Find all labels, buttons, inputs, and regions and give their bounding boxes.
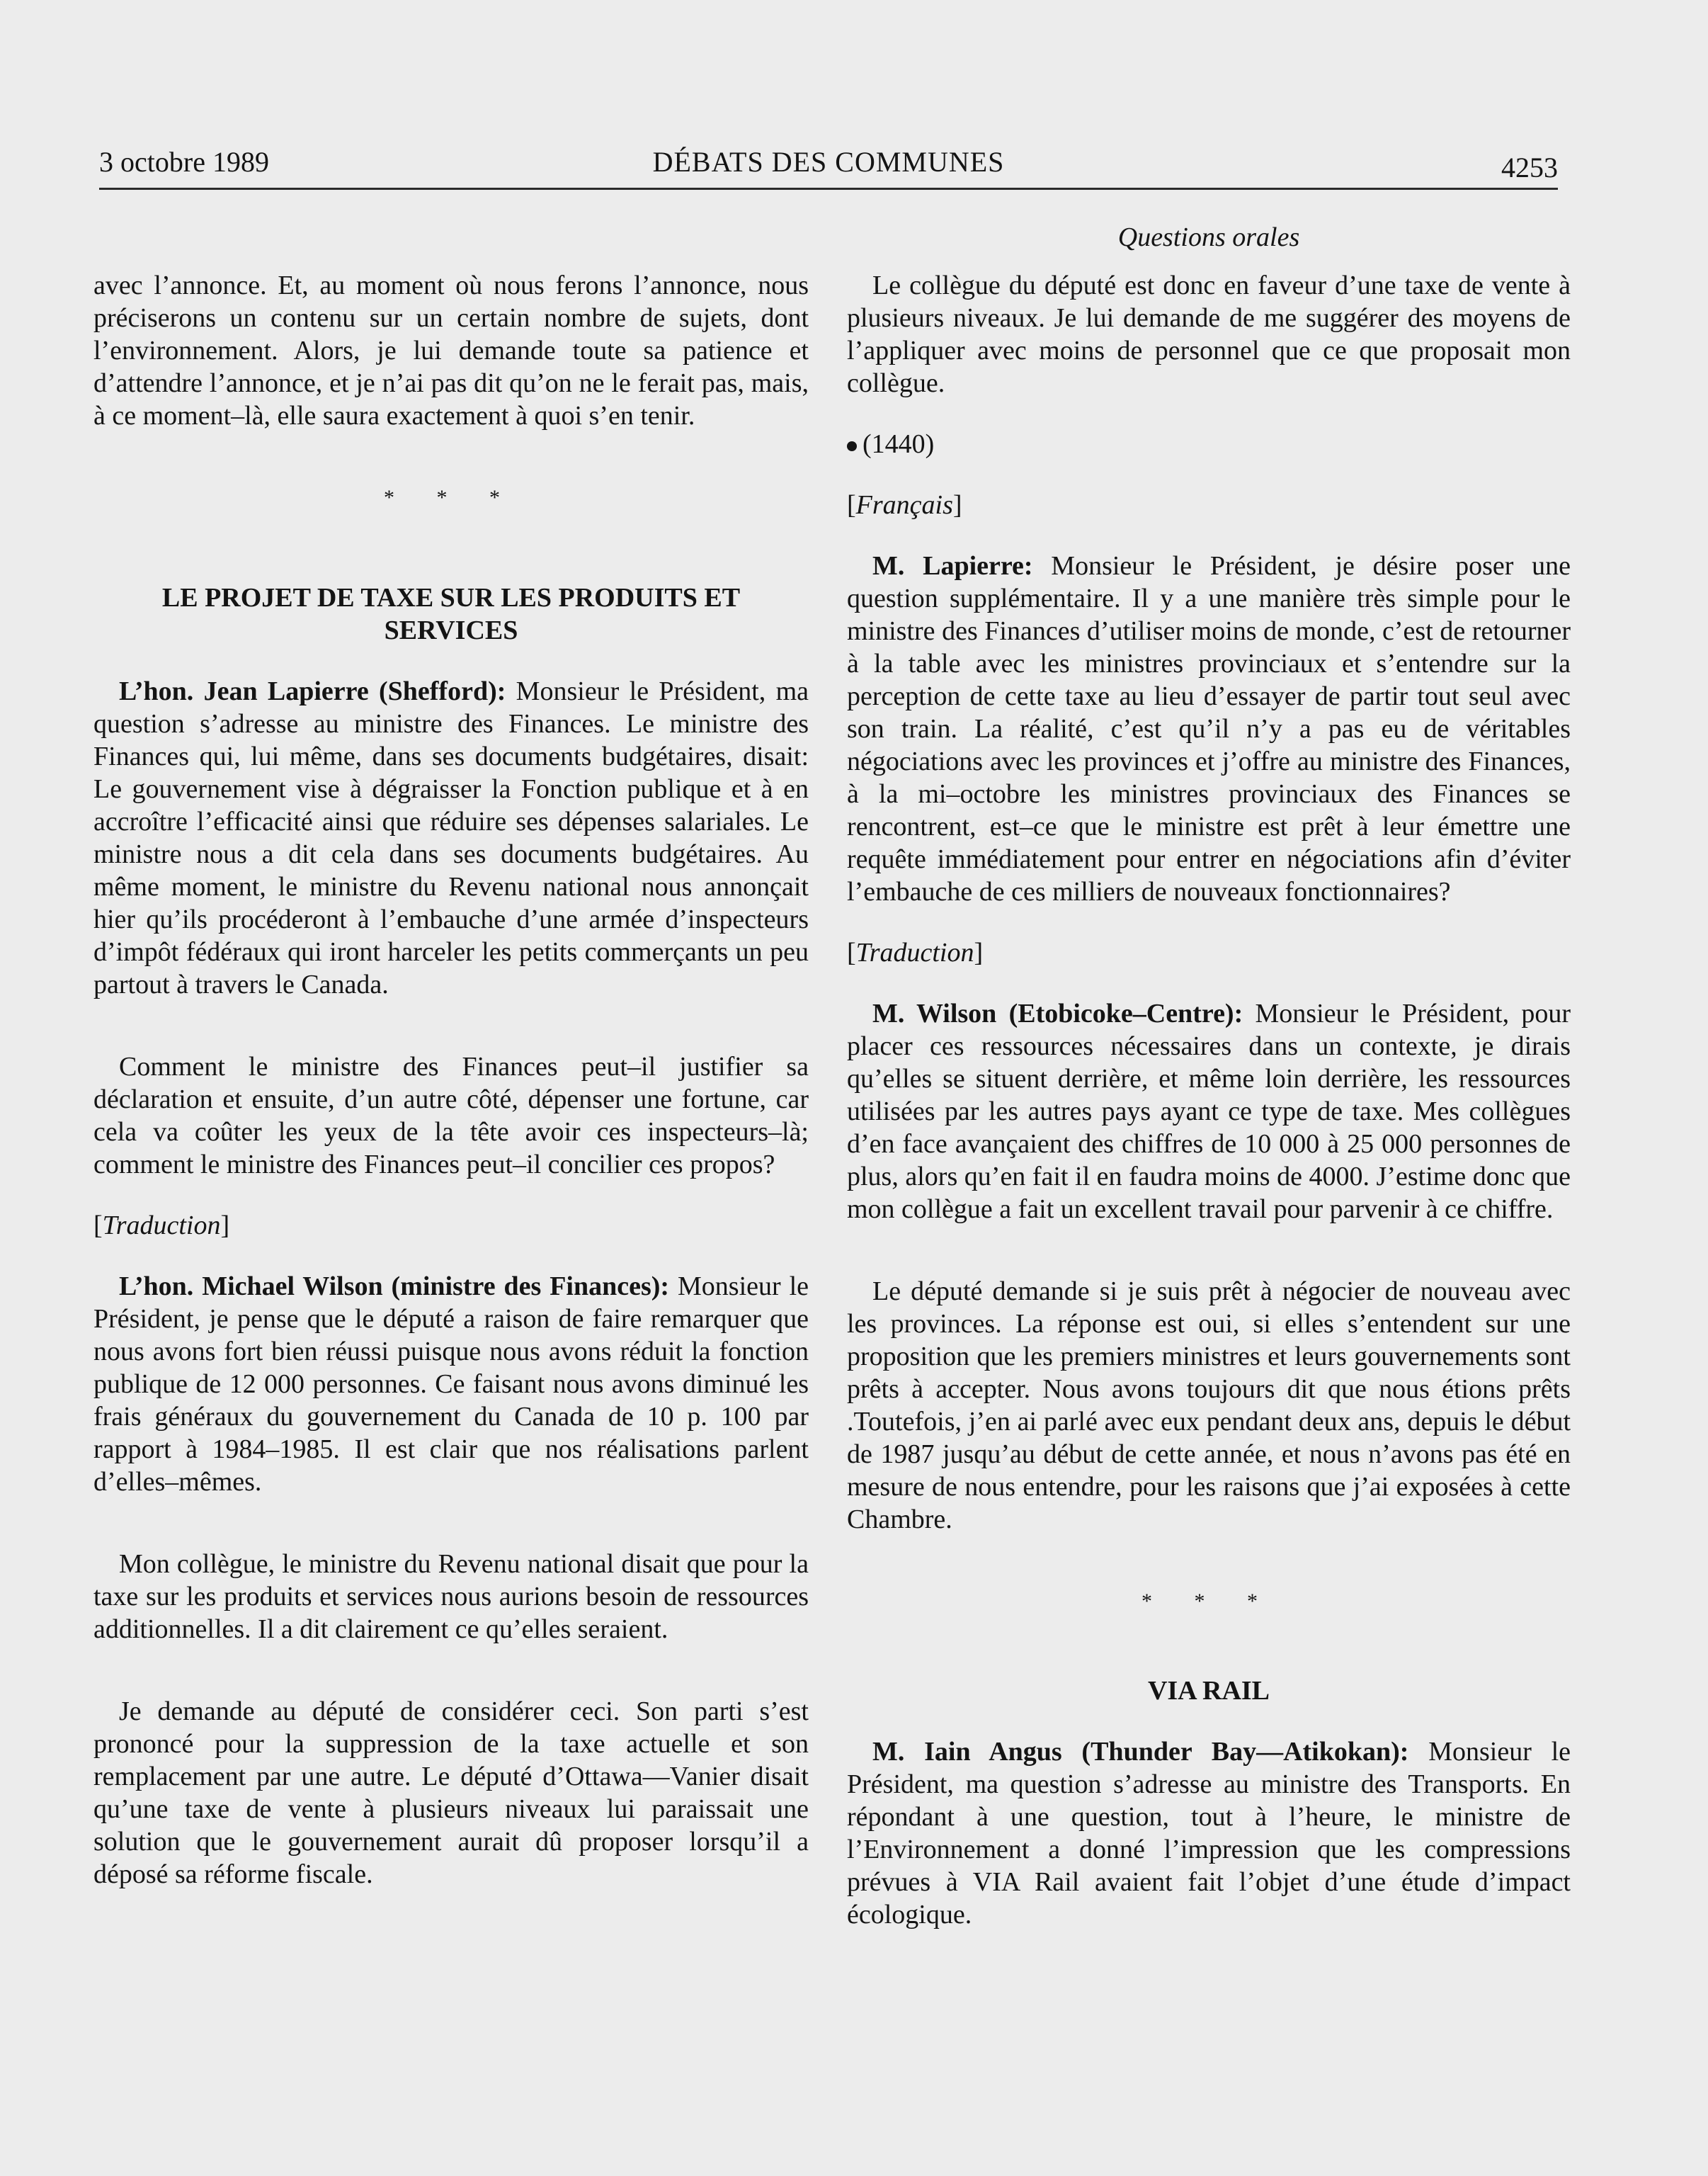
language-marker: [Français] bbox=[847, 490, 962, 520]
speaker-name: M. Wilson (Etobicoke–Centre): bbox=[872, 999, 1243, 1028]
speech-text: Monsieur le Président, je désire poser une question supplémentaire. Il y a une manière très simple pour le ministre des Finances d’utiliser moins de monde, c’est de retourner à la table avec les ministres provinciaux et s’entendre sur la perception de cette taxe au lieu d’essayer de partir tout seul avec son train. La réalité, c’est qu’il n’y a pas eu de véritables négociations avec les provinces et j’offre au ministre des Finances, à la mi–octobre les ministres provinciaux des Finances se rencontrent, est–ce que le ministre est prêt à leur émettre une requête immédiatement pour entrer en négociations afin d’éviter l’embauche de ces milliers de nouveaux fonctionnaires? bbox=[847, 551, 1571, 907]
speech-paragraph bbox=[847, 997, 1571, 1225]
section-heading: VIA RAIL bbox=[1147, 1676, 1270, 1706]
paragraph: Je demande au député de considérer ceci. Son parti s’est prononcé pour la suppression de la taxe actuelle et son remplacement par une autre. Le député d’Ottawa—Vanier disait qu’une taxe de vente à plusieurs niveaux lui paraissait une solution que le gouvernement aurait dû proposer lorsqu’il a déposé sa réforme fiscale. bbox=[93, 1696, 809, 1889]
language-marker: [Traduction] bbox=[847, 938, 984, 968]
section-separator: * * * bbox=[384, 486, 518, 509]
paragraph: Mon collègue, le ministre du Revenu national disait que pour la taxe sur les produits et services nous aurions besoin de ressources additionnelles. Il a dit clairement ce qu’elles seraient. bbox=[93, 1549, 809, 1644]
speech-paragraph bbox=[93, 1270, 809, 1498]
speech-text: Monsieur le Président, ma question s’adresse au ministre des Transports. En répondant à une question, tout à l’heure, le ministre de l’Environnement a donné l’impression que les compressions prévues à VIA Rail avaient fait l’objet d’une étude d’impact écologique. bbox=[847, 1737, 1571, 1930]
page-number: 4253 bbox=[1501, 152, 1558, 183]
header-title: DÉBATS DES COMMUNES bbox=[652, 146, 1005, 178]
speech-text: Monsieur le Président, pour placer ces ressources nécessaires dans un contexte, je dirais qu’elles se situent derrière, et même loin derrière, les ressources utilisées par les autres pays ayant ce type de taxe. Mes collègues d’en face avançaient des chiffres de 10 000 à 25 000 personnes de plus, alors qu’en fait il en faudra moins de 4000. J’estime donc que mon collègue a fait un excellent travail pour parvenir à ce chiffre. bbox=[847, 999, 1571, 1224]
section-label: Questions orales bbox=[1117, 222, 1300, 252]
right-column bbox=[847, 269, 1571, 1931]
page-header bbox=[99, 145, 1558, 190]
paragraph: Comment le ministre des Finances peut–il justifier sa déclaration et ensuite, d’un autre côté, dépenser une fortune, car cela va coûter les yeux de la tête avoir ces inspecteurs–là; comment le ministre des Finances peut–il concilier ces propos? bbox=[93, 1052, 809, 1179]
left-column bbox=[93, 269, 809, 1891]
speaker-name: M. Lapierre: bbox=[872, 551, 1033, 581]
timestamp bbox=[847, 428, 1571, 460]
speaker-name: L’hon. Michael Wilson (ministre des Finances): bbox=[119, 1271, 670, 1301]
language-marker-text: Traduction bbox=[102, 1211, 221, 1240]
language-marker-text: Traduction bbox=[855, 938, 974, 968]
speaker-name: M. Iain Angus (Thunder Bay—Atikokan): bbox=[872, 1737, 1409, 1767]
paragraph: Le député demande si je suis prêt à négocier de nouveau avec les provinces. La réponse est oui, si elles s’entendent sur une proposition que les premiers ministres et leurs gouvernements sont prêts à accepter. Nous avons toujours dit que nous étions prêts .Toutefois, j’en ai parlé avec eux pendant deux ans, depuis le début de 1987 jusqu’au début de cette année, et nous n’avons pas été en mesure de nous entendre, pour les raisons que j’ai exposées à cette Chambre. bbox=[847, 1276, 1571, 1534]
language-marker-text: Français bbox=[855, 490, 953, 520]
section-separator: * * * bbox=[1141, 1590, 1276, 1613]
speaker-name: L’hon. Jean Lapierre (Shefford): bbox=[119, 676, 506, 706]
header-date: 3 octobre 1989 bbox=[99, 146, 269, 178]
language-marker: [Traduction] bbox=[93, 1211, 230, 1240]
section-heading: LE PROJET DE TAXE SUR LES PRODUITS ET SERVICES bbox=[161, 583, 741, 645]
speech-paragraph bbox=[847, 1735, 1571, 1931]
speech-text: Monsieur le Président, je pense que le député a raison de faire remarquer que nous avons fort bien réussi puisque nous avons réduit la fonction publique de 12 000 personnes. Ce faisant nous avons diminué les frais généraux du gouvernement du Canada de 10 p. 100 par rapport à 1984–1985. Il est clair que nos réalisations parlent d’elles–mêmes. bbox=[93, 1271, 809, 1497]
timestamp-text: (1440) bbox=[862, 429, 935, 459]
bullet-icon bbox=[847, 441, 857, 451]
speech-paragraph bbox=[93, 675, 809, 1001]
paragraph: Le collègue du député est donc en faveur d’une taxe de vente à plusieurs niveaux. Je lui demande de me suggérer des moyens de l’appliquer avec moins de personnel que ce que proposait mon collègue. bbox=[847, 271, 1571, 398]
speech-paragraph bbox=[847, 550, 1571, 908]
paragraph: avec l’annonce. Et, au moment où nous ferons l’annonce, nous préciserons un contenu sur un certain nombre de sujets, dont l’environnement. Alors, je lui demande toute sa patience et d’attendre l’annonce, et je n’ai pas dit qu’on ne le ferait pas, mais, à ce moment–là, elle saura exactement à quoi s’en tenir. bbox=[93, 271, 809, 431]
speech-text: Monsieur le Président, ma question s’adresse au ministre des Finances. Le ministre des Finances qui, lui même, dans ses documents budgétaires, disait: Le gouvernement vise à dégraisser la Fonction publique et à en accroître l’efficacité ainsi que réduire ses dépenses salariales. Le ministre nous a dit cela dans ses documents budgétaires. Au même moment, le ministre du Revenu national nous annonçait hier qu’ils procéderont à l’embauche d’une armée d’inspecteurs d’impôt fédéraux qui iront harceler les petits commerçants un peu partout à travers le Canada. bbox=[93, 676, 809, 999]
